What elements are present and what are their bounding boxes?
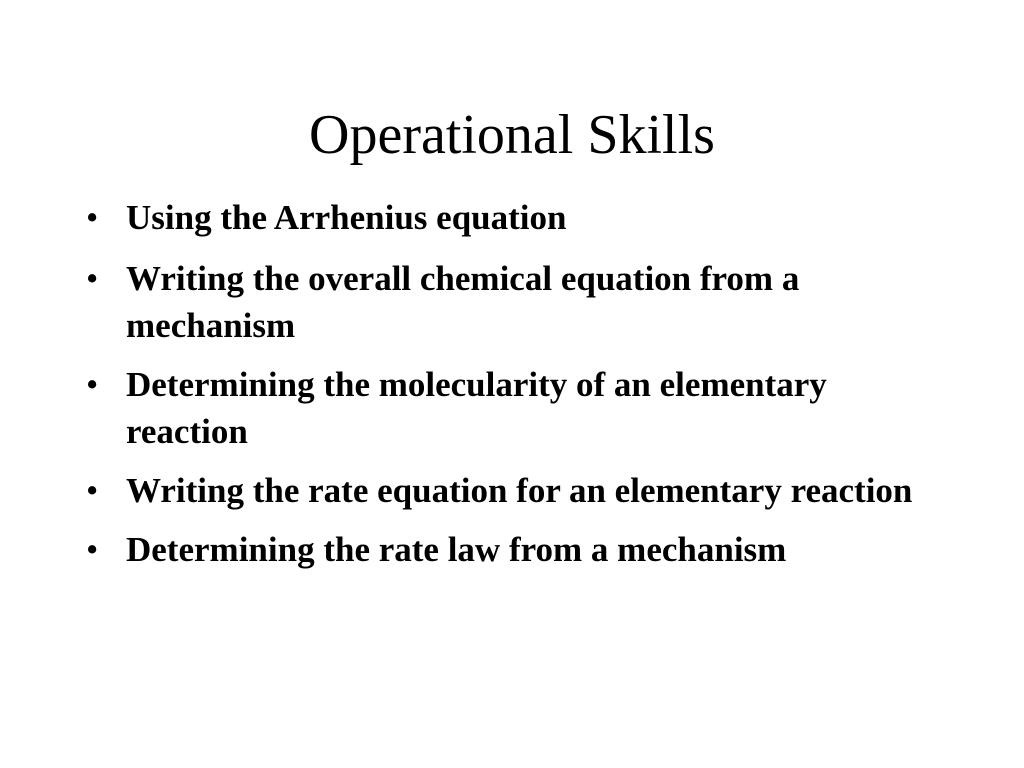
- bullet-text: Determining the rate law from a mechanism: [126, 530, 787, 569]
- slide-title: Operational Skills: [309, 104, 715, 166]
- bullet-icon: •: [86, 471, 99, 510]
- bullet-list: [86, 194, 946, 585]
- bullet-text: Writing the overall chemical equation from a mechanism: [126, 259, 800, 345]
- bullet-text: Writing the rate equation for an elementary reaction: [126, 471, 913, 510]
- bullet-item-molecularity: [86, 361, 946, 455]
- bullet-item-rate-equation: [86, 467, 946, 514]
- bullet-icon: •: [86, 365, 99, 404]
- bullet-icon: •: [86, 530, 99, 569]
- bullet-item-rate-law: [86, 526, 946, 573]
- bullet-text: Determining the molecularity of an elementary reaction: [126, 365, 827, 451]
- bullet-item-overall-equation: [86, 255, 946, 349]
- bullet-item-arrhenius: [86, 194, 946, 241]
- bullet-icon: •: [86, 198, 99, 237]
- bullet-text: Using the Arrhenius equation: [126, 198, 567, 237]
- bullet-icon: •: [86, 259, 99, 298]
